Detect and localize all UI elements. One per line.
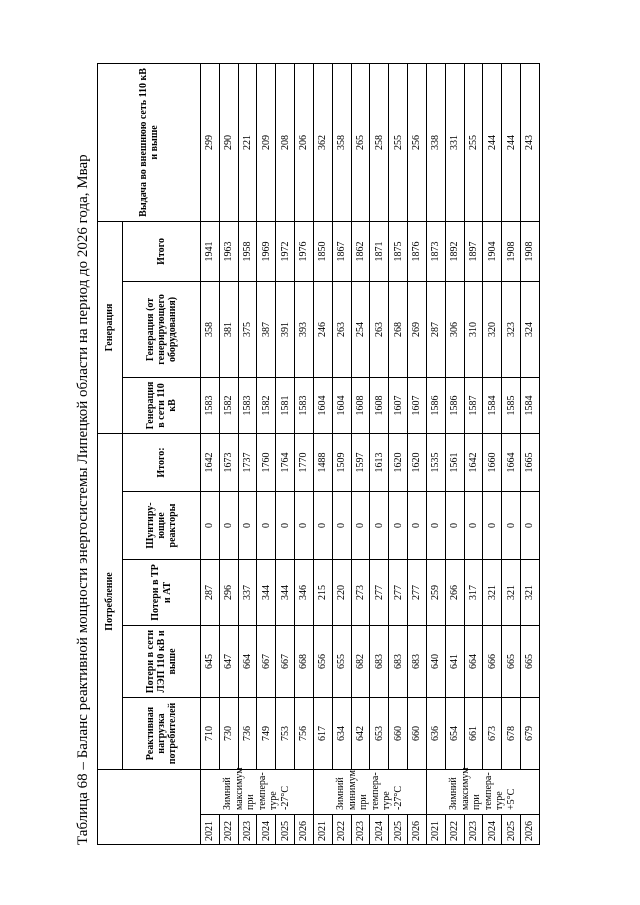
line-losses-cell: 665 xyxy=(502,626,521,698)
cons-total-cell: 1561 xyxy=(445,433,464,491)
line-losses-cell: 667 xyxy=(276,626,295,698)
table-body xyxy=(201,63,540,844)
gen-110-cell: 1583 xyxy=(295,377,314,433)
cons-total-cell: 1737 xyxy=(238,433,257,491)
line-losses-cell: 683 xyxy=(389,626,408,698)
table-row xyxy=(502,63,521,844)
gen-110-cell: 1587 xyxy=(464,377,483,433)
tr-losses-cell: 296 xyxy=(219,560,238,626)
export-cell: 255 xyxy=(464,63,483,221)
gen-equip-cell: 358 xyxy=(201,281,220,377)
reactive-load-cell: 736 xyxy=(238,698,257,770)
tr-losses-cell: 215 xyxy=(313,560,332,626)
gen-total-cell: 1969 xyxy=(257,221,276,281)
reactive-load-cell: 753 xyxy=(276,698,295,770)
table-caption: Таблица 68 – Баланс реактивной мощности энергосистемы Липецкой области на период до 2026 года, Мвар xyxy=(75,154,91,845)
line-losses-cell: 664 xyxy=(464,626,483,698)
reactive-load-cell: 660 xyxy=(408,698,427,770)
table-row xyxy=(332,63,351,844)
year-cell: 2026 xyxy=(408,815,427,845)
export-cell: 331 xyxy=(445,63,464,221)
gen-equip-cell: 306 xyxy=(445,281,464,377)
reactive-load-cell: 730 xyxy=(219,698,238,770)
year-cell: 2026 xyxy=(295,815,314,845)
mode-cell: Зимний минимум при темпера-туре -27°С xyxy=(313,770,426,815)
year-cell: 2024 xyxy=(370,815,389,845)
shunt-cell: 0 xyxy=(408,492,427,560)
gen-110-cell: 1582 xyxy=(219,377,238,433)
shunt-cell: 0 xyxy=(295,492,314,560)
line-losses-cell: 655 xyxy=(332,626,351,698)
reactive-load-cell: 710 xyxy=(201,698,220,770)
year-cell: 2023 xyxy=(351,815,370,845)
table-row xyxy=(426,63,445,844)
year-cell: 2023 xyxy=(464,815,483,845)
header-gen-110: Генерация в сети 110 кВ xyxy=(123,377,201,433)
table-row xyxy=(389,63,408,844)
cons-total-cell: 1488 xyxy=(313,433,332,491)
cons-total-cell: 1509 xyxy=(332,433,351,491)
shunt-cell: 0 xyxy=(332,492,351,560)
gen-equip-cell: 246 xyxy=(313,281,332,377)
tr-losses-cell: 259 xyxy=(426,560,445,626)
tr-losses-cell: 317 xyxy=(464,560,483,626)
header-gen-equipment: Генерация (от генерирующего оборудования) xyxy=(123,281,201,377)
table-row xyxy=(521,63,540,844)
gen-110-cell: 1608 xyxy=(370,377,389,433)
table-row xyxy=(464,63,483,844)
export-cell: 290 xyxy=(219,63,238,221)
gen-total-cell: 1867 xyxy=(332,221,351,281)
cons-total-cell: 1642 xyxy=(464,433,483,491)
gen-110-cell: 1586 xyxy=(445,377,464,433)
line-losses-cell: 664 xyxy=(238,626,257,698)
gen-equip-cell: 387 xyxy=(257,281,276,377)
reactive-load-cell: 673 xyxy=(483,698,502,770)
gen-total-cell: 1963 xyxy=(219,221,238,281)
cons-total-cell: 1642 xyxy=(201,433,220,491)
cons-total-cell: 1664 xyxy=(502,433,521,491)
table-row xyxy=(238,63,257,844)
tr-losses-cell: 277 xyxy=(370,560,389,626)
shunt-cell: 0 xyxy=(201,492,220,560)
cons-total-cell: 1764 xyxy=(276,433,295,491)
tr-losses-cell: 346 xyxy=(295,560,314,626)
year-cell: 2026 xyxy=(521,815,540,845)
year-cell: 2022 xyxy=(445,815,464,845)
mode-cell: Зимний максимум при темпера-туре +5°С xyxy=(426,770,539,815)
year-cell: 2024 xyxy=(257,815,276,845)
reactive-load-cell: 653 xyxy=(370,698,389,770)
gen-equip-cell: 268 xyxy=(389,281,408,377)
gen-equip-cell: 393 xyxy=(295,281,314,377)
gen-total-cell: 1875 xyxy=(389,221,408,281)
export-cell: 244 xyxy=(483,63,502,221)
gen-110-cell: 1581 xyxy=(276,377,295,433)
table-row xyxy=(201,63,220,844)
table-row xyxy=(408,63,427,844)
shunt-cell: 0 xyxy=(238,492,257,560)
gen-total-cell: 1972 xyxy=(276,221,295,281)
shunt-cell: 0 xyxy=(257,492,276,560)
tr-losses-cell: 344 xyxy=(257,560,276,626)
tr-losses-cell: 321 xyxy=(483,560,502,626)
gen-110-cell: 1582 xyxy=(257,377,276,433)
gen-total-cell: 1904 xyxy=(483,221,502,281)
table-row xyxy=(370,63,389,844)
gen-total-cell: 1897 xyxy=(464,221,483,281)
table-row xyxy=(276,63,295,844)
reactive-load-cell: 636 xyxy=(426,698,445,770)
export-cell: 265 xyxy=(351,63,370,221)
line-losses-cell: 682 xyxy=(351,626,370,698)
year-cell: 2022 xyxy=(219,815,238,845)
gen-equip-cell: 323 xyxy=(502,281,521,377)
export-cell: 299 xyxy=(201,63,220,221)
year-cell: 2025 xyxy=(389,815,408,845)
gen-equip-cell: 263 xyxy=(332,281,351,377)
export-cell: 338 xyxy=(426,63,445,221)
year-cell: 2024 xyxy=(483,815,502,845)
export-cell: 256 xyxy=(408,63,427,221)
shunt-cell: 0 xyxy=(502,492,521,560)
year-cell: 2023 xyxy=(238,815,257,845)
gen-equip-cell: 287 xyxy=(426,281,445,377)
line-losses-cell: 683 xyxy=(408,626,427,698)
header-export: Выдача во внешнюю сеть 110 кВ и выше xyxy=(98,63,201,221)
export-cell: 208 xyxy=(276,63,295,221)
shunt-cell: 0 xyxy=(351,492,370,560)
gen-total-cell: 1871 xyxy=(370,221,389,281)
line-losses-cell: 665 xyxy=(521,626,540,698)
header-reactive-load: Реактивная нагрузка потребителей xyxy=(123,698,201,770)
gen-110-cell: 1584 xyxy=(483,377,502,433)
tr-losses-cell: 321 xyxy=(502,560,521,626)
line-losses-cell: 668 xyxy=(295,626,314,698)
gen-total-cell: 1976 xyxy=(295,221,314,281)
cons-total-cell: 1597 xyxy=(351,433,370,491)
shunt-cell: 0 xyxy=(370,492,389,560)
header-gen-total: Итого xyxy=(123,221,201,281)
tr-losses-cell: 321 xyxy=(521,560,540,626)
gen-110-cell: 1604 xyxy=(332,377,351,433)
export-cell: 362 xyxy=(313,63,332,221)
gen-110-cell: 1608 xyxy=(351,377,370,433)
gen-equip-cell: 263 xyxy=(370,281,389,377)
table-row xyxy=(351,63,370,844)
export-cell: 221 xyxy=(238,63,257,221)
line-losses-cell: 645 xyxy=(201,626,220,698)
header-consumption-total: Итого: xyxy=(123,433,201,491)
reactive-load-cell: 749 xyxy=(257,698,276,770)
year-cell: 2021 xyxy=(201,815,220,845)
gen-total-cell: 1873 xyxy=(426,221,445,281)
line-losses-cell: 683 xyxy=(370,626,389,698)
shunt-cell: 0 xyxy=(313,492,332,560)
gen-110-cell: 1607 xyxy=(408,377,427,433)
cons-total-cell: 1770 xyxy=(295,433,314,491)
line-losses-cell: 647 xyxy=(219,626,238,698)
table-row xyxy=(219,63,238,844)
shunt-cell: 0 xyxy=(483,492,502,560)
line-losses-cell: 666 xyxy=(483,626,502,698)
gen-equip-cell: 320 xyxy=(483,281,502,377)
gen-equip-cell: 324 xyxy=(521,281,540,377)
gen-110-cell: 1607 xyxy=(389,377,408,433)
gen-110-cell: 1584 xyxy=(521,377,540,433)
reactive-load-cell: 678 xyxy=(502,698,521,770)
export-cell: 244 xyxy=(502,63,521,221)
cons-total-cell: 1620 xyxy=(408,433,427,491)
header-tr-losses: Потери в ТР и АТ xyxy=(123,560,201,626)
gen-equip-cell: 254 xyxy=(351,281,370,377)
gen-110-cell: 1583 xyxy=(238,377,257,433)
gen-equip-cell: 391 xyxy=(276,281,295,377)
reactive-load-cell: 654 xyxy=(445,698,464,770)
cons-total-cell: 1613 xyxy=(370,433,389,491)
gen-equip-cell: 310 xyxy=(464,281,483,377)
header-corner xyxy=(98,770,201,845)
gen-110-cell: 1585 xyxy=(502,377,521,433)
shunt-cell: 0 xyxy=(445,492,464,560)
year-cell: 2021 xyxy=(313,815,332,845)
gen-total-cell: 1862 xyxy=(351,221,370,281)
gen-total-cell: 1958 xyxy=(238,221,257,281)
gen-110-cell: 1604 xyxy=(313,377,332,433)
export-cell: 358 xyxy=(332,63,351,221)
export-cell: 255 xyxy=(389,63,408,221)
table-row xyxy=(295,63,314,844)
export-cell: 243 xyxy=(521,63,540,221)
gen-equip-cell: 375 xyxy=(238,281,257,377)
shunt-cell: 0 xyxy=(219,492,238,560)
table-row xyxy=(483,63,502,844)
header-consumption: Потребление xyxy=(98,433,123,769)
reactive-load-cell: 756 xyxy=(295,698,314,770)
cons-total-cell: 1673 xyxy=(219,433,238,491)
shunt-cell: 0 xyxy=(389,492,408,560)
shunt-cell: 0 xyxy=(426,492,445,560)
reactive-load-cell: 679 xyxy=(521,698,540,770)
table-row xyxy=(313,63,332,844)
cons-total-cell: 1620 xyxy=(389,433,408,491)
tr-losses-cell: 277 xyxy=(389,560,408,626)
gen-total-cell: 1908 xyxy=(521,221,540,281)
line-losses-cell: 667 xyxy=(257,626,276,698)
cons-total-cell: 1760 xyxy=(257,433,276,491)
tr-losses-cell: 344 xyxy=(276,560,295,626)
mode-cell: Зимний максимум при темпера-туре -27°С xyxy=(201,770,314,815)
export-cell: 209 xyxy=(257,63,276,221)
gen-total-cell: 1941 xyxy=(201,221,220,281)
year-cell: 2025 xyxy=(502,815,521,845)
gen-equip-cell: 381 xyxy=(219,281,238,377)
gen-total-cell: 1892 xyxy=(445,221,464,281)
gen-equip-cell: 269 xyxy=(408,281,427,377)
gen-110-cell: 1586 xyxy=(426,377,445,433)
cons-total-cell: 1535 xyxy=(426,433,445,491)
line-losses-cell: 641 xyxy=(445,626,464,698)
tr-losses-cell: 337 xyxy=(238,560,257,626)
tr-losses-cell: 277 xyxy=(408,560,427,626)
shunt-cell: 0 xyxy=(521,492,540,560)
table-row xyxy=(445,63,464,844)
table-row xyxy=(257,63,276,844)
gen-110-cell: 1583 xyxy=(201,377,220,433)
tr-losses-cell: 220 xyxy=(332,560,351,626)
gen-total-cell: 1850 xyxy=(313,221,332,281)
cons-total-cell: 1660 xyxy=(483,433,502,491)
header-shunt-reactors: Шунтиру-ющие реакторы xyxy=(123,492,201,560)
line-losses-cell: 656 xyxy=(313,626,332,698)
gen-total-cell: 1876 xyxy=(408,221,427,281)
tr-losses-cell: 273 xyxy=(351,560,370,626)
cons-total-cell: 1665 xyxy=(521,433,540,491)
year-cell: 2022 xyxy=(332,815,351,845)
gen-total-cell: 1908 xyxy=(502,221,521,281)
reactive-load-cell: 642 xyxy=(351,698,370,770)
tr-losses-cell: 266 xyxy=(445,560,464,626)
tr-losses-cell: 287 xyxy=(201,560,220,626)
header-generation: Генерация xyxy=(98,221,123,433)
reactive-load-cell: 634 xyxy=(332,698,351,770)
reactive-load-cell: 660 xyxy=(389,698,408,770)
reactive-load-cell: 617 xyxy=(313,698,332,770)
reactive-power-balance-table xyxy=(97,63,540,845)
reactive-load-cell: 661 xyxy=(464,698,483,770)
header-line-losses: Потери в сети ЛЭП 110 кВ и выше xyxy=(123,626,201,698)
year-cell: 2025 xyxy=(276,815,295,845)
shunt-cell: 0 xyxy=(464,492,483,560)
export-cell: 258 xyxy=(370,63,389,221)
line-losses-cell: 640 xyxy=(426,626,445,698)
year-cell: 2021 xyxy=(426,815,445,845)
export-cell: 206 xyxy=(295,63,314,221)
shunt-cell: 0 xyxy=(276,492,295,560)
